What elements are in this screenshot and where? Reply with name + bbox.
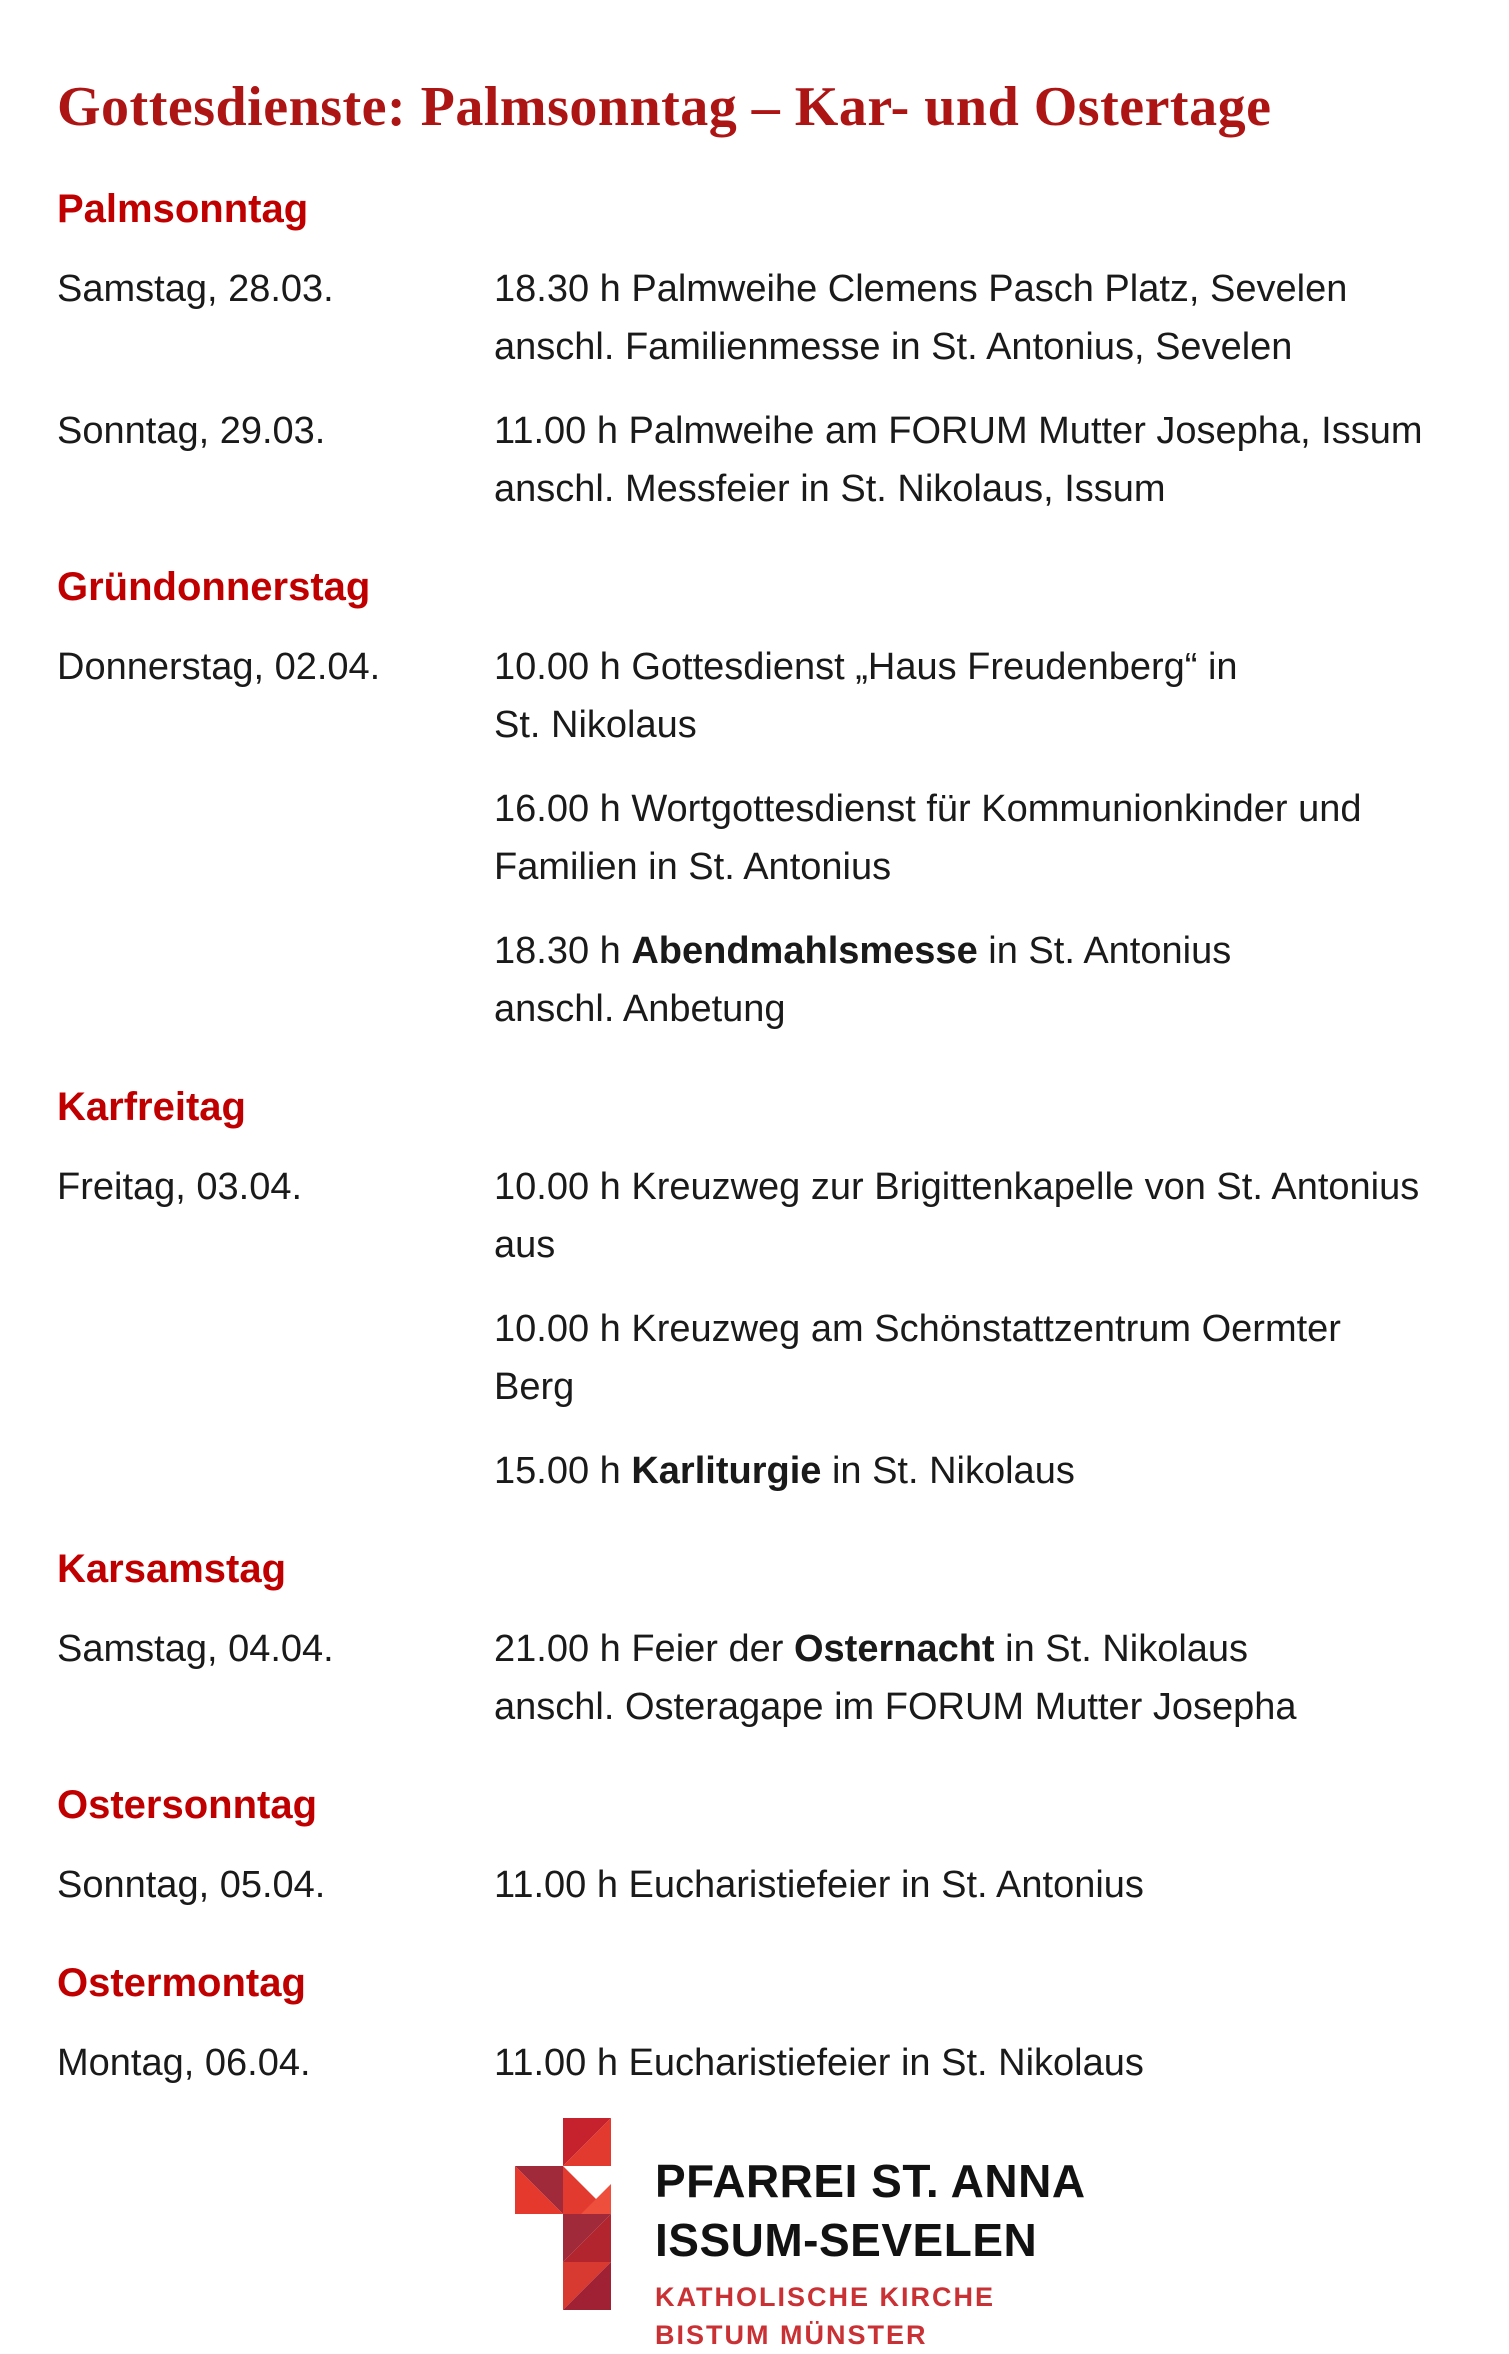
description-line bbox=[494, 1216, 1469, 1274]
description-segment: 21.00 h Feier der bbox=[494, 1628, 794, 1670]
description-segment: in St. Nikolaus bbox=[821, 1450, 1075, 1492]
entry-date: Samstag, 28.03. bbox=[57, 268, 334, 310]
entry-date: Sonntag, 05.04. bbox=[57, 1864, 326, 1906]
logo-subtitle-line2: BISTUM MÜNSTER bbox=[655, 2320, 928, 2350]
schedule-entry bbox=[57, 1620, 1469, 1736]
section-heading: Ostermontag bbox=[57, 1961, 306, 2005]
entry-description bbox=[494, 402, 1469, 518]
description-line bbox=[494, 1620, 1469, 1678]
description-segment: aus bbox=[494, 1224, 556, 1266]
entry-date: Freitag, 03.04. bbox=[57, 1166, 303, 1208]
description-line bbox=[494, 318, 1469, 376]
schedule-entry bbox=[57, 1158, 1469, 1274]
section-heading: Palmsonntag bbox=[57, 187, 309, 231]
document-title: Gottesdienste: Palmsonntag – Kar- und Ostertage bbox=[57, 76, 1272, 138]
description-segment: 11.00 h Palmweihe am FORUM Mutter Josepha, Issum bbox=[494, 410, 1423, 452]
description-segment: 18.30 h Palmweihe Clemens Pasch Platz, Sevelen bbox=[494, 268, 1348, 310]
schedule-sections bbox=[57, 184, 1469, 2092]
entry-description bbox=[494, 638, 1469, 754]
section-heading: Gründonnerstag bbox=[57, 565, 371, 609]
description-line bbox=[494, 696, 1469, 754]
description-segment: in St. Antonius bbox=[977, 930, 1232, 972]
entry-description bbox=[494, 1158, 1469, 1274]
schedule-section bbox=[57, 184, 1469, 518]
schedule-entry bbox=[57, 1300, 1469, 1416]
description-line bbox=[494, 638, 1469, 696]
description-segment: 15.00 h bbox=[494, 1450, 632, 1492]
section-heading: Ostersonntag bbox=[57, 1783, 318, 1827]
description-segment: anschl. Familienmesse in St. Antonius, Sevelen bbox=[494, 326, 1293, 368]
description-line bbox=[494, 1300, 1469, 1358]
description-bold-segment: Osternacht bbox=[793, 1628, 995, 1670]
schedule-entry bbox=[57, 2034, 1469, 2092]
description-line bbox=[494, 1856, 1469, 1914]
description-line bbox=[494, 460, 1469, 518]
entry-description bbox=[494, 922, 1469, 1038]
description-line bbox=[494, 260, 1469, 318]
description-segment: 18.30 h bbox=[494, 930, 632, 972]
description-segment: anschl. Messfeier in St. Nikolaus, Issum bbox=[494, 468, 1166, 510]
schedule-section bbox=[57, 1082, 1469, 1500]
description-segment: 11.00 h Eucharistiefeier in St. Antonius bbox=[494, 1864, 1144, 1906]
entry-date: Donnerstag, 02.04. bbox=[57, 646, 381, 688]
description-segment: 11.00 h Eucharistiefeier in St. Nikolaus bbox=[494, 2042, 1144, 2084]
schedule-entry bbox=[57, 922, 1469, 1038]
description-line bbox=[494, 1678, 1469, 1736]
entry-date: Sonntag, 29.03. bbox=[57, 410, 326, 452]
logo-parish-name-line1: PFARREI ST. ANNA bbox=[655, 2155, 1086, 2207]
logo-subtitle-line1: KATHOLISCHE KIRCHE bbox=[655, 2282, 996, 2312]
description-segment: 10.00 h Gottesdienst „Haus Freudenberg“ in bbox=[494, 646, 1238, 688]
description-segment: St. Nikolaus bbox=[494, 704, 697, 746]
description-line bbox=[494, 1158, 1469, 1216]
schedule-section bbox=[57, 1780, 1469, 1914]
description-line bbox=[494, 780, 1469, 838]
entry-date: Montag, 06.04. bbox=[57, 2042, 311, 2084]
description-segment: 10.00 h Kreuzweg am Schönstattzentrum Oermter bbox=[494, 1308, 1341, 1350]
schedule-section bbox=[57, 1544, 1469, 1736]
schedule-entry bbox=[57, 1442, 1469, 1500]
entry-description bbox=[494, 2034, 1469, 2092]
description-line bbox=[494, 1442, 1469, 1500]
section-heading: Karsamstag bbox=[57, 1547, 287, 1591]
description-segment: Familien in St. Antonius bbox=[494, 846, 892, 888]
description-bold-segment: Karliturgie bbox=[631, 1450, 822, 1492]
entry-description bbox=[494, 1856, 1469, 1914]
description-line bbox=[494, 980, 1469, 1038]
description-segment: anschl. Anbetung bbox=[494, 988, 786, 1030]
entry-description bbox=[494, 1300, 1469, 1416]
description-line bbox=[494, 922, 1469, 980]
description-line bbox=[494, 838, 1469, 896]
entry-date: Samstag, 04.04. bbox=[57, 1628, 334, 1670]
parish-logo bbox=[515, 2118, 1469, 2354]
entry-description bbox=[494, 1442, 1469, 1500]
entry-description bbox=[494, 1620, 1469, 1736]
description-segment: 16.00 h Wortgottesdienst für Kommunionkinder und bbox=[494, 788, 1362, 830]
description-segment: 10.00 h Kreuzweg zur Brigittenkapelle von St. Antonius bbox=[494, 1166, 1420, 1208]
description-bold-segment: Abendmahlsmesse bbox=[631, 930, 978, 972]
description-segment: in St. Nikolaus bbox=[994, 1628, 1249, 1670]
description-line bbox=[494, 1358, 1469, 1416]
entry-description bbox=[494, 260, 1469, 376]
schedule-entry bbox=[57, 402, 1469, 518]
logo-text-block bbox=[655, 2152, 1086, 2354]
schedule-section bbox=[57, 562, 1469, 1038]
description-segment: Berg bbox=[494, 1366, 575, 1408]
schedule-entry bbox=[57, 638, 1469, 754]
logo-parish-name-line2: ISSUM-SEVELEN bbox=[655, 2214, 1038, 2266]
schedule-entry bbox=[57, 260, 1469, 376]
schedule-entry bbox=[57, 780, 1469, 896]
schedule-entry bbox=[57, 1856, 1469, 1914]
description-line bbox=[494, 402, 1469, 460]
schedule-section bbox=[57, 1958, 1469, 2092]
faceted-cross-icon bbox=[515, 2118, 611, 2310]
description-line bbox=[494, 2034, 1469, 2092]
description-segment: anschl. Osteragape im FORUM Mutter Josepha bbox=[494, 1686, 1297, 1728]
entry-description bbox=[494, 780, 1469, 896]
section-heading: Karfreitag bbox=[57, 1085, 246, 1129]
